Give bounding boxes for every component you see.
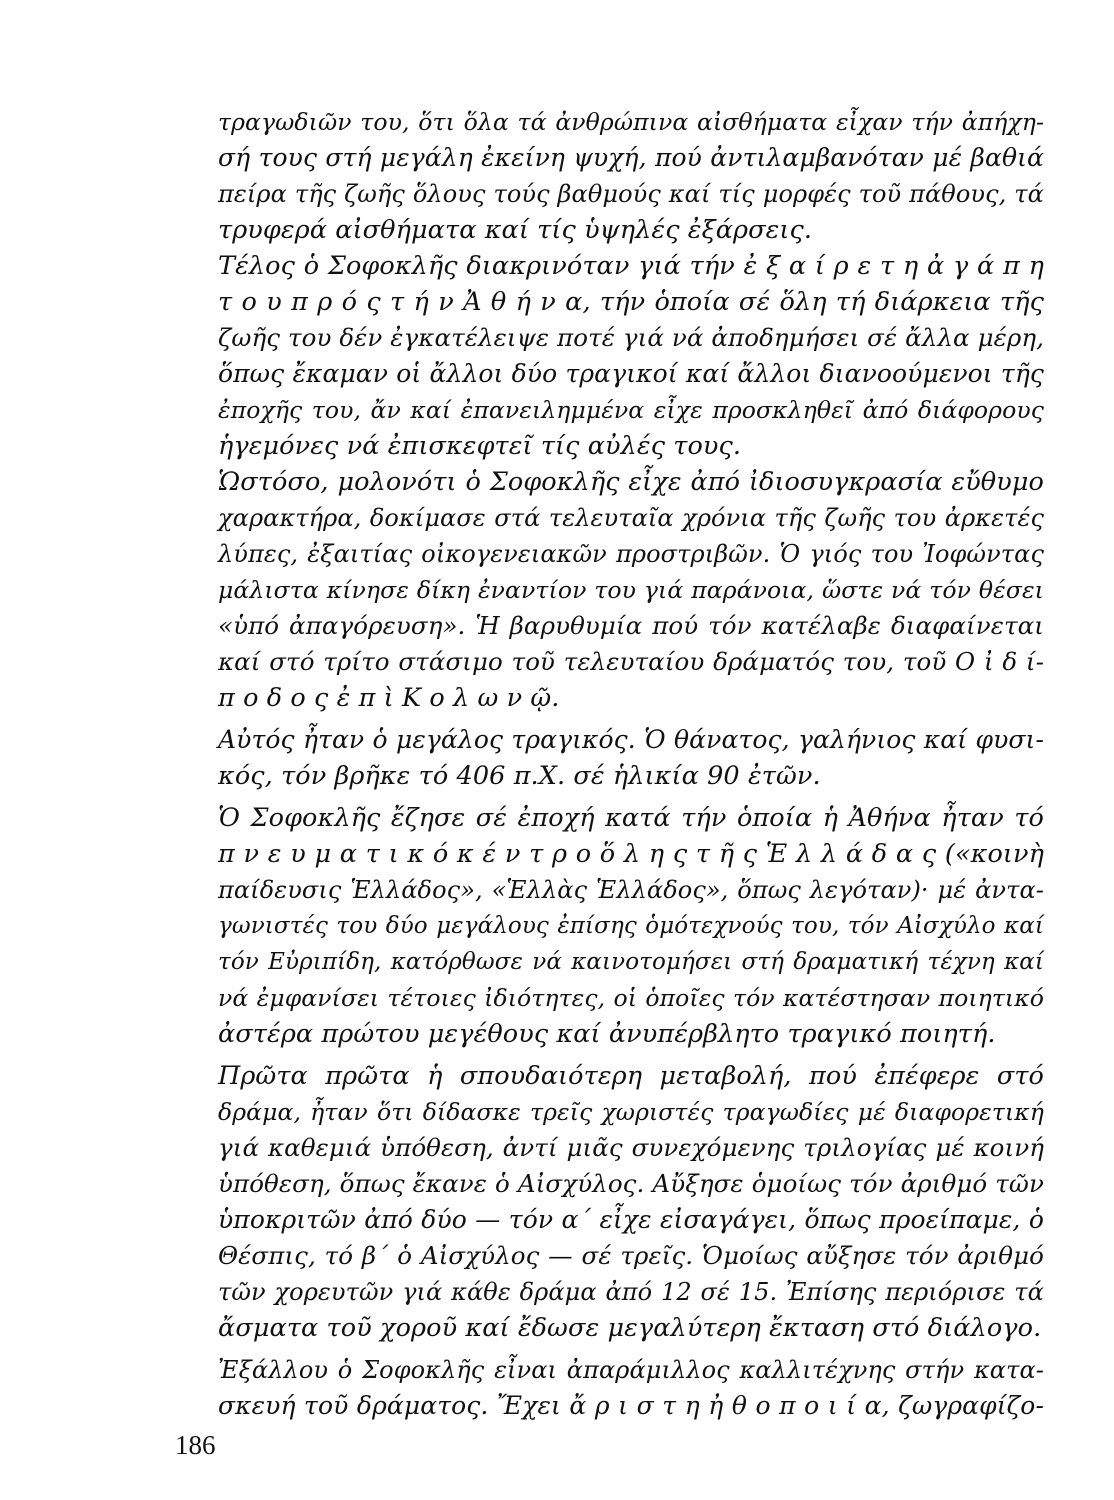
text-line: τῶν χορευτῶν γιά κάθε δράμα ἀπό 12 σέ 15. Ἐπίσης περιόρισε τά — [218, 1278, 1044, 1306]
body-text — [218, 104, 1044, 1424]
text-line: χαρακτήρα, δοκίμασε στά τελευταῖα χρόνια τῆς ζωῆς του ἀρκετές — [218, 504, 1044, 532]
text-line: Αὐτός ἦταν ὁ μεγάλος τραγικός. Ὁ θάνατος, γαλήνιος καί φυσι- — [218, 725, 1044, 754]
text-line: Τέλος ὁ Σοφοκλῆς διακρινόταν γιά τήν ἐ ξ α ί ρ ε τ η ἀ γ ά π η — [218, 251, 1044, 281]
text-line: Πρῶτα πρῶτα ἡ σπουδαιότερη μεταβολή, πού ἐπέφερε στό — [218, 1061, 1044, 1091]
text-line: τ ο υ π ρ ό ς τ ή ν Ἀ θ ή ν α, τήν ὁποία σέ ὅλη τή διάρκεια τῆς — [218, 287, 1044, 317]
text-line: καί στό τρίτο στάσιμο τοῦ τελευταίου δράματός του, τοῦ Ο ἰ δ ί- — [218, 647, 1044, 676]
text-line: τόν Εὐριπίδη, κατόρθωσε νά καινοτομήσει στή δραματική τέχνη καί — [218, 949, 1044, 975]
text-line: Ὡστόσο, μολονότι ὁ Σοφοκλῆς εἶχε ἀπό ἰδιοσυγκρασία εὔθυμο — [218, 467, 1044, 497]
text-line: τραγωδιῶν του, ὅτι ὅλα τά ἀνθρώπινα αἰσθήματα εἶχαν τήν ἀπήχη- — [218, 108, 1044, 136]
text-line: ζωῆς του δέν ἐγκατέλειψε ποτέ γιά νά ἀποδημήσει σέ ἄλλα μέρη, — [218, 323, 1045, 352]
text-line: ἐποχῆς του, ἄν καί ἐπανειλημμένα εἶχε προσκληθεῖ ἀπό διάφορους — [218, 396, 1044, 424]
text-line: σκευή τοῦ δράματος. Ἔχει ἄ ρ ι σ τ η ἠ θ ο π ο ι ί α, ζωγραφίζο- — [218, 1391, 1044, 1420]
text-line: Ὁ Σοφοκλῆς ἔζησε σέ ἐποχή κατά τήν ὁποία ἡ Ἀθήνα ἦταν τό — [218, 803, 1044, 833]
text-line: «ὑπό ἀπαγόρευση». Ἡ βαρυθυμία πού τόν κατέλαβε διαφαίνεται — [218, 611, 1044, 640]
text-line: Θέσπις, τό β΄ ὁ Αἰσχύλος — σέ τρεῖς. Ὁμοίως αὔξησε τόν ἀριθμό — [218, 1241, 1044, 1270]
text-line: γιά καθεμιά ὑπόθεση, ἀντί μιᾶς συνεχόμενης τριλογίας μέ κοινή — [218, 1133, 1044, 1162]
text-line: ἄσματα τοῦ χοροῦ καί ἔδωσε μεγαλύτερη ἔκταση στό διάλογο. — [218, 1313, 1042, 1343]
text-line: ἀστέρα πρώτου μεγέθους καί ἀνυπέρβλητο τραγικό ποιητή. — [218, 1019, 996, 1049]
text-line: τρυφερά αἰσθήματα καί τίς ὑψηλές ἐξάρσεις. — [218, 215, 813, 245]
text-line: δράμα, ἦταν ὅτι δίδασκε τρεῖς χωριστές τραγωδίες μέ διαφορετική — [218, 1098, 1044, 1126]
text-line: παίδευσις Ἑλλάδος», «Ἑλλὰς Ἑλλάδος», ὅπως λεγόταν)· μέ ἀντα- — [218, 876, 1044, 904]
text-line: ὅπως ἔκαμαν οἱ ἄλλοι δύο τραγικοί καί ἄλλοι διανοούμενοι τῆς — [218, 359, 1044, 388]
text-line: πείρα τῆς ζωῆς ὅλους τούς βαθμούς καί τίς μορφές τοῦ πάθους, τά — [218, 180, 1044, 208]
text-line: νά ἐμφανίσει τέτοιες ἰδιότητες, οἱ ὁποῖες τόν κατέστησαν ποιητικό — [218, 984, 1044, 1012]
page-number: 186 — [175, 1430, 216, 1460]
text-line: π ο δ ο ς ἐ π ὶ Κ ο λ ω ν ῷ. — [218, 683, 560, 713]
text-line: γωνιστές του δύο μεγάλους ἐπίσης ὁμότεχνούς του, τόν Αἰσχύλο καί — [218, 913, 1044, 939]
text-line: κός, τόν βρῆκε τό 406 π.Χ. σέ ἡλικία 90 ἐτῶν. — [218, 761, 821, 791]
text-line: ἡγεμόνες νά ἐπισκεφτεῖ τίς αὐλές τους. — [218, 431, 742, 461]
text-line: σή τους στή μεγάλη ἐκείνη ψυχή, πού ἀντιλαμβανόταν μέ βαθιά — [218, 143, 1044, 172]
text-line: π ν ε υ μ α τ ι κ ό κ έ ν τ ρ ο ὅ λ η ς τ ῆ ς Ἑ λ λ ά δ α ς («κοινὴ — [218, 839, 1044, 869]
text-line: ὑπόθεση, ὅπως ἔκανε ὁ Αἰσχύλος. Αὔξησε ὁμοίως τόν ἀριθμό τῶν — [218, 1169, 1044, 1198]
text-line: μάλιστα κίνησε δίκη ἐναντίον του γιά παράνοια, ὥστε νά τόν θέσει — [218, 576, 1044, 604]
text-line: λύπες, ἐξαιτίας οἰκογενειακῶν προστριβῶν. Ὁ γιός του Ἰοφώντας — [218, 540, 1044, 568]
text-line: ὑποκριτῶν ἀπό δύο — τόν α΄ εἶχε εἰσαγάγει, ὅπως προείπαμε, ὁ — [218, 1205, 1044, 1234]
text-line: Ἐξάλλου ὁ Σοφοκλῆς εἶναι ἀπαράμιλλος καλλιτέχνης στήν κατα- — [218, 1356, 1044, 1384]
